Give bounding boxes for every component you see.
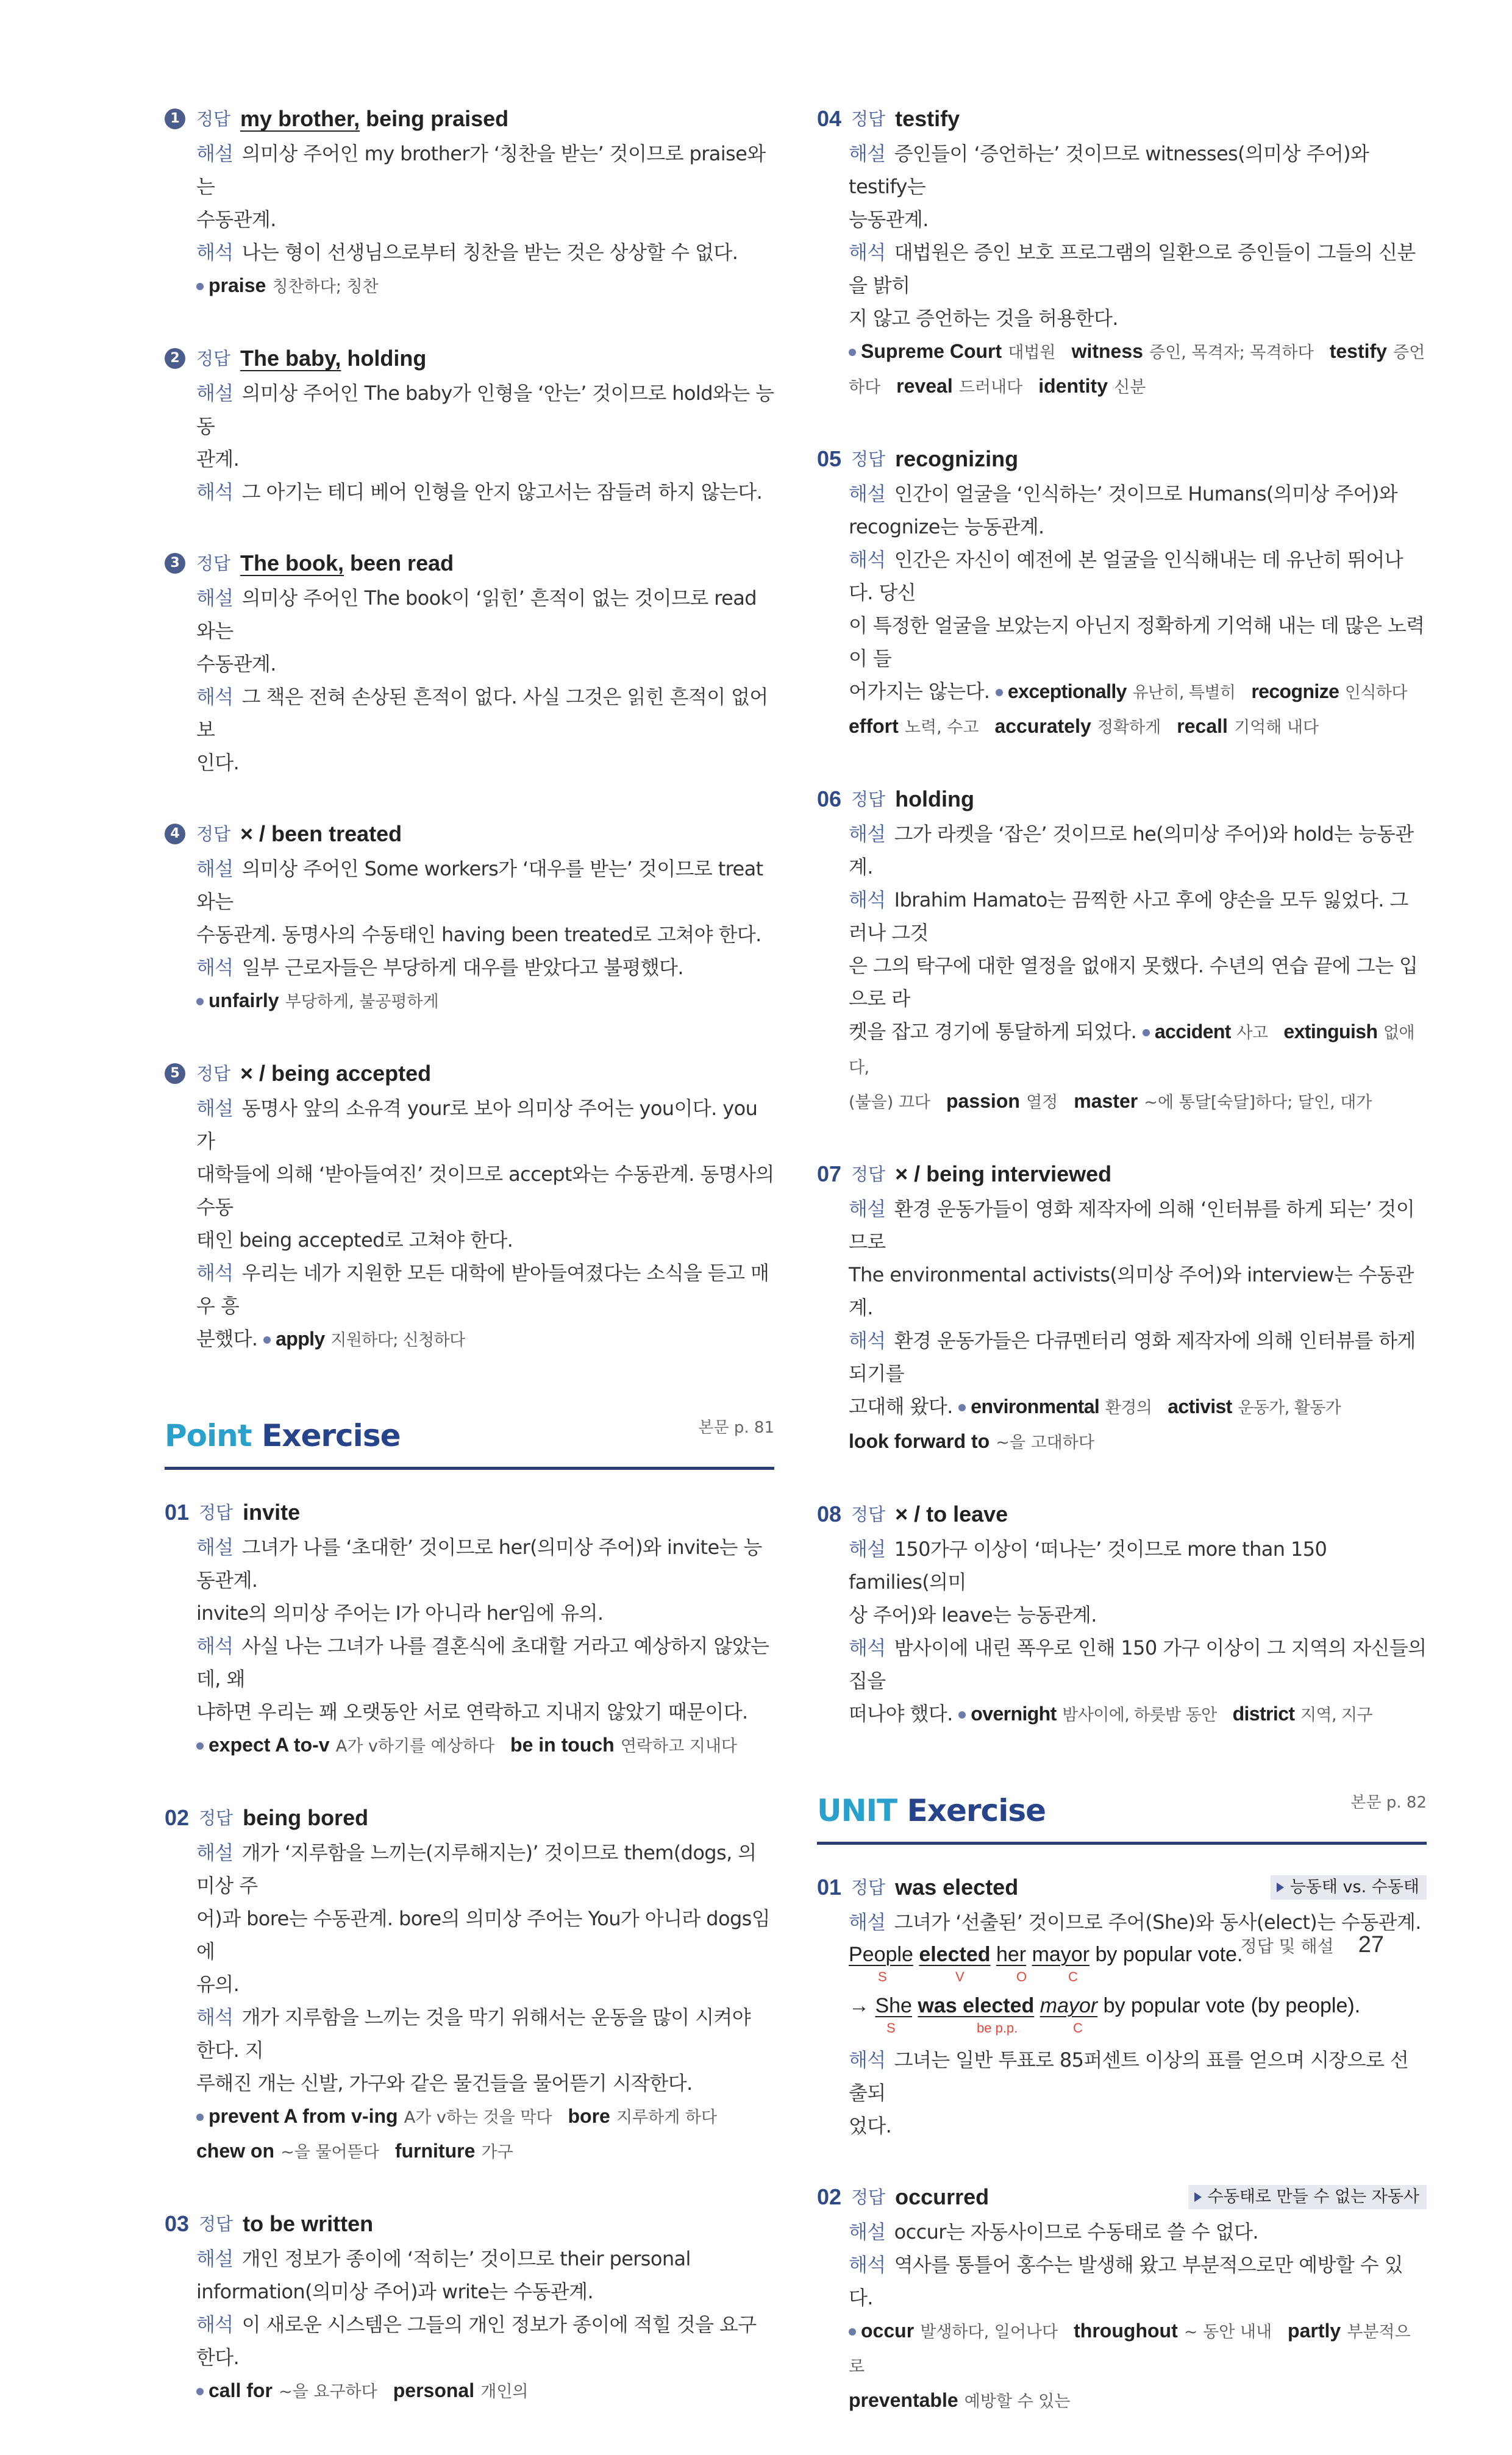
answer-item-08: 08 정답 × / to leave 해설 150가구 이상이 ‘떠나는’ 것이므로 more than 150 families(의미 상 주어)와 leave는 능동관계. 해석 밤사이에 내린 폭우로 인해 150 가구 이상이 그 지역의 자신들의 집을 떠나야 했다. overnight 밤사이에, 하룻밤 동안 district 지역, 지구 xyxy=(817,1496,1427,1732)
translation: 해석 인간은 자신이 예전에 본 얼굴을 인식해내는 데 유난히 뛰어나다. 당신 xyxy=(849,548,1403,604)
explanation: 해설 동명사 앞의 소유격 your로 보아 의미상 주어는 you이다. you가 xyxy=(196,1097,758,1153)
vocab-line: expect A to-v A가 v하기를 예상하다 be in touch 연락하고 지내다 xyxy=(196,1728,774,1763)
answer-item-3: 3 정답 The book, been read 해설 의미상 주어인 The book이 ‘읽힌’ 흔적이 없는 것이므로 read와는 수동관계. 해석 그 책은 전혀 손상된 흔적이 없다. 사실 그것은 읽힌 흔적이 없어 보 인다. xyxy=(165,545,774,779)
bullet-icon xyxy=(263,1336,271,1344)
item-number: 06 xyxy=(817,786,842,811)
explanation: 해설 의미상 주어인 The book이 ‘읽힌’ 흔적이 없는 것이므로 read와는 xyxy=(196,586,757,643)
explanation: 해설 그가 라켓을 ‘잡은’ 것이므로 he(의미상 주어)와 hold는 능동관계. xyxy=(849,822,1414,878)
answer-label: 정답 xyxy=(851,1504,886,1525)
answer-item-05: 05 정답 recognizing 해설 인간이 얼굴을 ‘인식하는’ 것이므로 Humans(의미상 주어)와 recognize는 능동관계. 해석 인간은 자신이 예전에 본 얼굴을 인식해내는 데 유난히 뛰어나다. 당신 이 특정한 얼굴을 보았는지 아닌지 정확하게 기억해 내는 데 많은 노력이 들 어가지는 않는다. exceptionally 유난히, 특별히 recognize 인식하다 effort 노력, 수고 accurately 정확하게 recall 기억해 내다 xyxy=(817,441,1427,744)
footer-text: 정답 및 해설 xyxy=(1240,1936,1334,1956)
translation: 해석 환경 운동가들은 다큐멘터리 영화 제작자에 의해 인터뷰를 하게 되기를 xyxy=(849,1329,1416,1385)
topic-tag: 수동태로 만들 수 없는 자동사 xyxy=(1188,2185,1427,2209)
item-number: 1 xyxy=(165,109,185,129)
item-number: 05 xyxy=(817,446,842,471)
translation: 해석 이 새로운 시스템은 그들의 개인 정보가 종이에 적힐 것을 요구한다. xyxy=(196,2313,757,2369)
translation: 해석 개가 지루함을 느끼는 것을 막기 위해서는 운동을 많이 시켜야 한다. 지 xyxy=(196,2006,751,2062)
answer-text: being bored xyxy=(243,1805,369,1830)
answer-label: 정답 xyxy=(199,2214,234,2234)
explanation: 해설 인간이 얼굴을 ‘인식하는’ 것이므로 Humans(의미상 주어)와 xyxy=(849,482,1398,505)
answer-item-2: 2 정답 The baby, holding 해설 의미상 주어인 The baby가 인형을 ‘안는’ 것이므로 hold와는 능동 관계. 해석 그 아기는 테디 베어 인형을 안지 않고서는 잠들려 하지 않는다. xyxy=(165,340,774,508)
answer-text: The book, xyxy=(240,551,344,575)
answer-text: to be written xyxy=(243,2211,374,2236)
answer-text: × / been treated xyxy=(240,821,402,846)
exercise-item-01: 01 정답 invite 해설 그녀가 나를 ‘초대한’ 것이므로 her(의미상 주어)와 invite는 능동관계. invite의 의미상 주어는 I가 아니라 her임에 유의. 해석 사실 나는 그녀가 나를 결혼식에 초대할 거라고 예상하지 않았는데, 왜 냐하면 우리는 꽤 오랫동안 서로 연락하고 지내지 않았기 때문이다. expect A to-v A가 v하기를 예상하다 be in touch 연락하고 지내다 xyxy=(165,1494,774,1763)
answer-label: 정답 xyxy=(851,1877,886,1898)
item-number: 3 xyxy=(165,553,185,574)
answer-text: occurred xyxy=(895,2184,990,2209)
item-number: 03 xyxy=(165,2211,190,2236)
item-number: 01 xyxy=(165,1500,190,1525)
answer-item-04: 04 정답 testify 해설 증인들이 ‘증언하는’ 것이므로 witnesses(의미상 주어)와 testify는 능동관계. 해석 대법원은 증인 보호 프로그램의 일환으로 증인들이 그들의 신분을 밝히 지 않고 증언하는 것을 허용한다. Supreme Court 대법원 witness 증인, 목격자; 목격하다 testify 증언 하다 reveal 드러내다 identity 신분 xyxy=(817,101,1427,404)
answer-item-07: 07 정답 × / being interviewed 해설 환경 운동가들이 영화 제작자에 의해 ‘인터뷰를 하게 되는’ 것이므로 The environmental activists(의미상 주어)와 interview는 수동관계. 해석 환경 운동가들은 다큐멘터리 영화 제작자에 의해 인터뷰를 하게 되기를 고대해 왔다. environmental 환경의 activist 운동가, 활동가 look forward to ~을 고대하다 xyxy=(817,1156,1427,1459)
translation: 해석 그 책은 전혀 손상된 흔적이 없다. 사실 그것은 읽힌 흔적이 없어 보 xyxy=(196,685,768,741)
item-number: 04 xyxy=(817,106,842,131)
answer-text: × / being accepted xyxy=(240,1061,432,1086)
answer-text: being praised xyxy=(360,106,509,131)
translation: 해석 나는 형이 선생님으로부터 칭찬을 받는 것은 상상할 수 없다. xyxy=(196,241,738,264)
section-page-ref: 본문 p. 81 xyxy=(698,1419,774,1437)
translation: 해석 그녀는 일반 투표로 85퍼센트 이상의 표를 얻으며 시장으로 선출되 xyxy=(849,2048,1409,2104)
answer-text: was elected xyxy=(895,1875,1019,1900)
answer-text: × / being interviewed xyxy=(895,1161,1112,1186)
answer-text: × / to leave xyxy=(895,1502,1008,1527)
answer-label: 정답 xyxy=(851,2187,886,2207)
translation: 해석 대법원은 증인 보호 프로그램의 일환으로 증인들이 그들의 신분을 밝히 xyxy=(849,241,1416,297)
answer-text: invite xyxy=(243,1500,301,1525)
explanation: 해설 의미상 주어인 my brother가 ‘칭찬을 받는’ 것이므로 praise와는 xyxy=(196,142,766,198)
answer-label: 정답 xyxy=(851,449,886,469)
answer-label: 정답 xyxy=(199,1502,234,1523)
bullet-icon xyxy=(958,1711,966,1719)
section-page-ref: 본문 p. 82 xyxy=(1350,1794,1427,1812)
translation: 해석 일부 근로자들은 부당하게 대우를 받았다고 불평했다. xyxy=(196,956,683,979)
answer-label: 정답 xyxy=(851,109,886,129)
explanation: 해설 증인들이 ‘증언하는’ 것이므로 witnesses(의미상 주어)와 testify는 xyxy=(849,142,1369,198)
triangle-icon xyxy=(1194,2192,1202,2202)
bullet-icon xyxy=(196,2114,204,2121)
vocab-line: call for ~을 요구하다 personal 개인의 xyxy=(196,2374,774,2409)
answer-item-5: 5 정답 × / being accepted 해설 동명사 앞의 소유격 your로 보아 의미상 주어는 you이다. you가 대학들에 의해 ‘받아들여진’ 것이므로 accept와는 수동관계. 동명사의 수동 태인 being accepted로 고쳐야 한다. 해석 우리는 네가 지원한 모든 대학에 받아들여졌다는 소식을 듣고 매우 흥 분했다. apply 지원하다; 신청하다 xyxy=(165,1055,774,1357)
section-header-unit-exercise xyxy=(817,1769,1427,1845)
item-number: 4 xyxy=(165,824,185,844)
grammar-tags: S be p.p. C xyxy=(886,2020,1083,2036)
translation: 해석 Ibrahim Hamato는 끔찍한 사고 후에 양손을 모두 잃었다. 그러나 그것 xyxy=(849,888,1408,944)
bullet-icon xyxy=(196,2388,204,2395)
unit-item-02: 02 정답 occurred 수동태로 만들 수 없는 자동사 해설 occur는 자동사이므로 수동태로 쓸 수 없다. 해석 역사를 통틀어 홍수는 발생해 왔고 부분적으로만 예방할 수 있다. occur 발생하다, 일어나다 throughout ~ 동안 내내 partly 부분적으로 preventable 예방할 수 있는 xyxy=(817,2179,1427,2418)
explanation: 해설 occur는 자동사이므로 수동태로 쓸 수 없다. xyxy=(849,2220,1258,2243)
answer-item-1: 1 정답 my brother, being praised 해설 의미상 주어인 my brother가 ‘칭찬을 받는’ 것이므로 praise와는 수동관계. 해석 나는 형이 선생님으로부터 칭찬을 받는 것은 상상할 수 없다. praise 칭찬하다; 칭찬 xyxy=(165,101,774,304)
answer-label: 정답 xyxy=(199,1808,234,1828)
exercise-item-02: 02 정답 being bored 해설 개가 ‘지루함을 느끼는(지루해지는)’ 것이므로 them(dogs, 의미상 주 어)과 bore는 수동관계. bore의 의미상 주어는 You가 아니라 dogs임에 유의. 해석 개가 지루함을 느끼는 것을 막기 위해서는 운동을 많이 시켜야 한다. 지 루해진 개는 신발, 가구와 같은 물건들을 물어뜯기 시작한다. prevent A from v-ing A가 v하는 것을 막다 bore 지루하게 하다 chew on ~을 물어뜯다 furniture 가구 xyxy=(165,1800,774,2169)
bullet-icon xyxy=(196,283,204,290)
answer-item-06: 06 정답 holding 해설 그가 라켓을 ‘잡은’ 것이므로 he(의미상 주어)와 hold는 능동관계. 해석 Ibrahim Hamato는 끔찍한 사고 후에 양손을 모두 잃었다. 그러나 그것 은 그의 탁구에 대한 열정을 없애지 못했다. 수년의 연습 끝에 그는 입으로 라 켓을 잡고 경기에 통달하게 되었다. accident 사고 extinguish 없애다, (불을) 끄다 passion 열정 master ~에 통달[숙달]하다; 달인, 대가 xyxy=(817,781,1427,1119)
example-sentence-active: People elected her mayor by popular vote. xyxy=(849,1943,1243,1966)
explanation: 해설 개가 ‘지루함을 느끼는(지루해지는)’ 것이므로 them(dogs, 의미상 주 xyxy=(196,1841,757,1897)
topic-tag: 능동태 vs. 수동태 xyxy=(1271,1875,1427,1900)
item-number: 02 xyxy=(165,1805,190,1830)
answer-label: 정답 xyxy=(196,824,231,844)
triangle-icon xyxy=(1277,1883,1284,1892)
explanation: 해설 그녀가 나를 ‘초대한’ 것이므로 her(의미상 주어)와 invite는 능동관계. xyxy=(196,1536,762,1592)
answer-text: my brother, xyxy=(240,106,360,131)
example-sentence-passive: → She was elected mayor by popular vote (by people). xyxy=(849,1994,1361,2017)
translation: 해석 우리는 네가 지원한 모든 대학에 받아들여졌다는 소식을 듣고 매우 흥 xyxy=(196,1261,769,1317)
vocab-line: effort 노력, 수고 accurately 정확하게 recall 기억해 내다 xyxy=(849,715,1319,737)
translation: 해석 사실 나는 그녀가 나를 결혼식에 초대할 거라고 예상하지 않았는데, 왜 xyxy=(196,1634,769,1691)
explanation: 해설 의미상 주어인 The baby가 인형을 ‘안는’ 것이므로 hold와는 능동 xyxy=(196,382,774,438)
bullet-icon xyxy=(996,689,1003,696)
bullet-icon xyxy=(196,1742,204,1750)
bullet-icon xyxy=(958,1404,966,1411)
item-number: 2 xyxy=(165,348,185,369)
section-title: UNIT Exercise xyxy=(817,1793,1046,1828)
right-column xyxy=(817,101,1427,2455)
translation: 해석 역사를 통틀어 홍수는 발생해 왔고 부분적으로만 예방할 수 있다. xyxy=(849,2253,1403,2309)
translation: 해석 그 아기는 테디 베어 인형을 안지 않고서는 잠들려 하지 않는다. xyxy=(196,480,763,504)
explanation: 해설 개인 정보가 종이에 ‘적히는’ 것이므로 their personal xyxy=(196,2247,691,2270)
exercise-item-03: 03 정답 to be written 해설 개인 정보가 종이에 ‘적히는’ 것이므로 their personal information(의미상 주어)과 write는 수동관계. 해석 이 새로운 시스템은 그들의 개인 정보가 종이에 적힐 것을 요구한다. call for ~을 요구하다 personal 개인의 xyxy=(165,2206,774,2409)
answer-label: 정답 xyxy=(851,1164,886,1185)
item-number: 5 xyxy=(165,1063,185,1084)
vocab-line: unfairly 부당하게, 불공평하게 xyxy=(196,984,774,1019)
grammar-tags: S V O C xyxy=(878,1969,1078,1984)
explanation: 해설 그녀가 ‘선출된’ 것이므로 주어(She)와 동사(elect)는 수동관계. xyxy=(849,1911,1421,1934)
vocab-line: look forward to ~을 고대하다 xyxy=(849,1430,1094,1452)
item-number: 02 xyxy=(817,2184,842,2209)
translation: 해석 밤사이에 내린 폭우로 인해 150 가구 이상이 그 지역의 자신들의 집을 xyxy=(849,1636,1427,1692)
explanation: 해설 150가구 이상이 ‘떠나는’ 것이므로 more than 150 families(의미 xyxy=(849,1537,1327,1594)
bullet-icon xyxy=(849,2328,856,2336)
item-number: 08 xyxy=(817,1502,842,1527)
answer-label: 정답 xyxy=(196,348,231,369)
bullet-icon xyxy=(1143,1029,1150,1036)
answer-label: 정답 xyxy=(851,789,886,810)
explanation: 해설 환경 운동가들이 영화 제작자에 의해 ‘인터뷰를 하게 되는’ 것이므로 xyxy=(849,1197,1415,1253)
section-header-point-exercise xyxy=(165,1394,774,1470)
item-number: 07 xyxy=(817,1161,842,1186)
unit-item-01: 01 정답 was elected 능동태 vs. 수동태 해설 그녀가 ‘선출된’ 것이므로 주어(She)와 동사(elect)는 수동관계. People elected her mayor by popular vote. S V O C → She was elected mayor by popular vote (by people). S be p.p. C 해석 그녀는 일반 투표로 85퍼센트 이상의 표를 얻으며 시장으로 선출되 었다. xyxy=(817,1869,1427,2142)
answer-label: 정답 xyxy=(196,553,231,574)
answer-label: 정답 xyxy=(196,109,231,129)
bullet-icon xyxy=(849,349,856,356)
answer-text: recognizing xyxy=(895,446,1019,471)
vocab-line: praise 칭찬하다; 칭찬 xyxy=(196,269,774,304)
vocab-line: Supreme Court 대법원 witness 증인, 목격자; 목격하다 testify 증언 xyxy=(849,335,1427,369)
answer-item-4: 4 정답 × / been treated 해설 의미상 주어인 Some workers가 ‘대우를 받는’ 것이므로 treat와는 수동관계. 동명사의 수동태인 having been treated로 고쳐야 한다. 해석 일부 근로자들은 부당하게 대우를 받았다고 불평했다. unfairly 부당하게, 불공평하게 xyxy=(165,816,774,1019)
vocab-line: occur 발생하다, 일어나다 throughout ~ 동안 내내 partly 부분적으로 xyxy=(849,2320,1411,2376)
answer-text: The baby, xyxy=(240,346,341,371)
answer-label: 정답 xyxy=(196,1063,231,1084)
vocab-line: (불을) 끄다 passion 열정 master ~에 통달[숙달]하다; 달인, 대가 xyxy=(849,1090,1372,1112)
page-footer xyxy=(1241,1932,1384,1958)
bullet-icon xyxy=(196,998,204,1005)
page-number: 27 xyxy=(1358,1932,1384,1958)
item-number: 01 xyxy=(817,1875,842,1900)
section-title: Point Exercise xyxy=(165,1418,401,1453)
vocab-line: prevent A from v-ing A가 v하는 것을 막다 bore 지루하게 하다 xyxy=(196,2100,774,2134)
left-column xyxy=(165,101,774,2445)
answer-text: holding xyxy=(895,786,975,811)
explanation: 해설 의미상 주어인 Some workers가 ‘대우를 받는’ 것이므로 treat와는 xyxy=(196,857,763,913)
answer-text: testify xyxy=(895,106,960,131)
